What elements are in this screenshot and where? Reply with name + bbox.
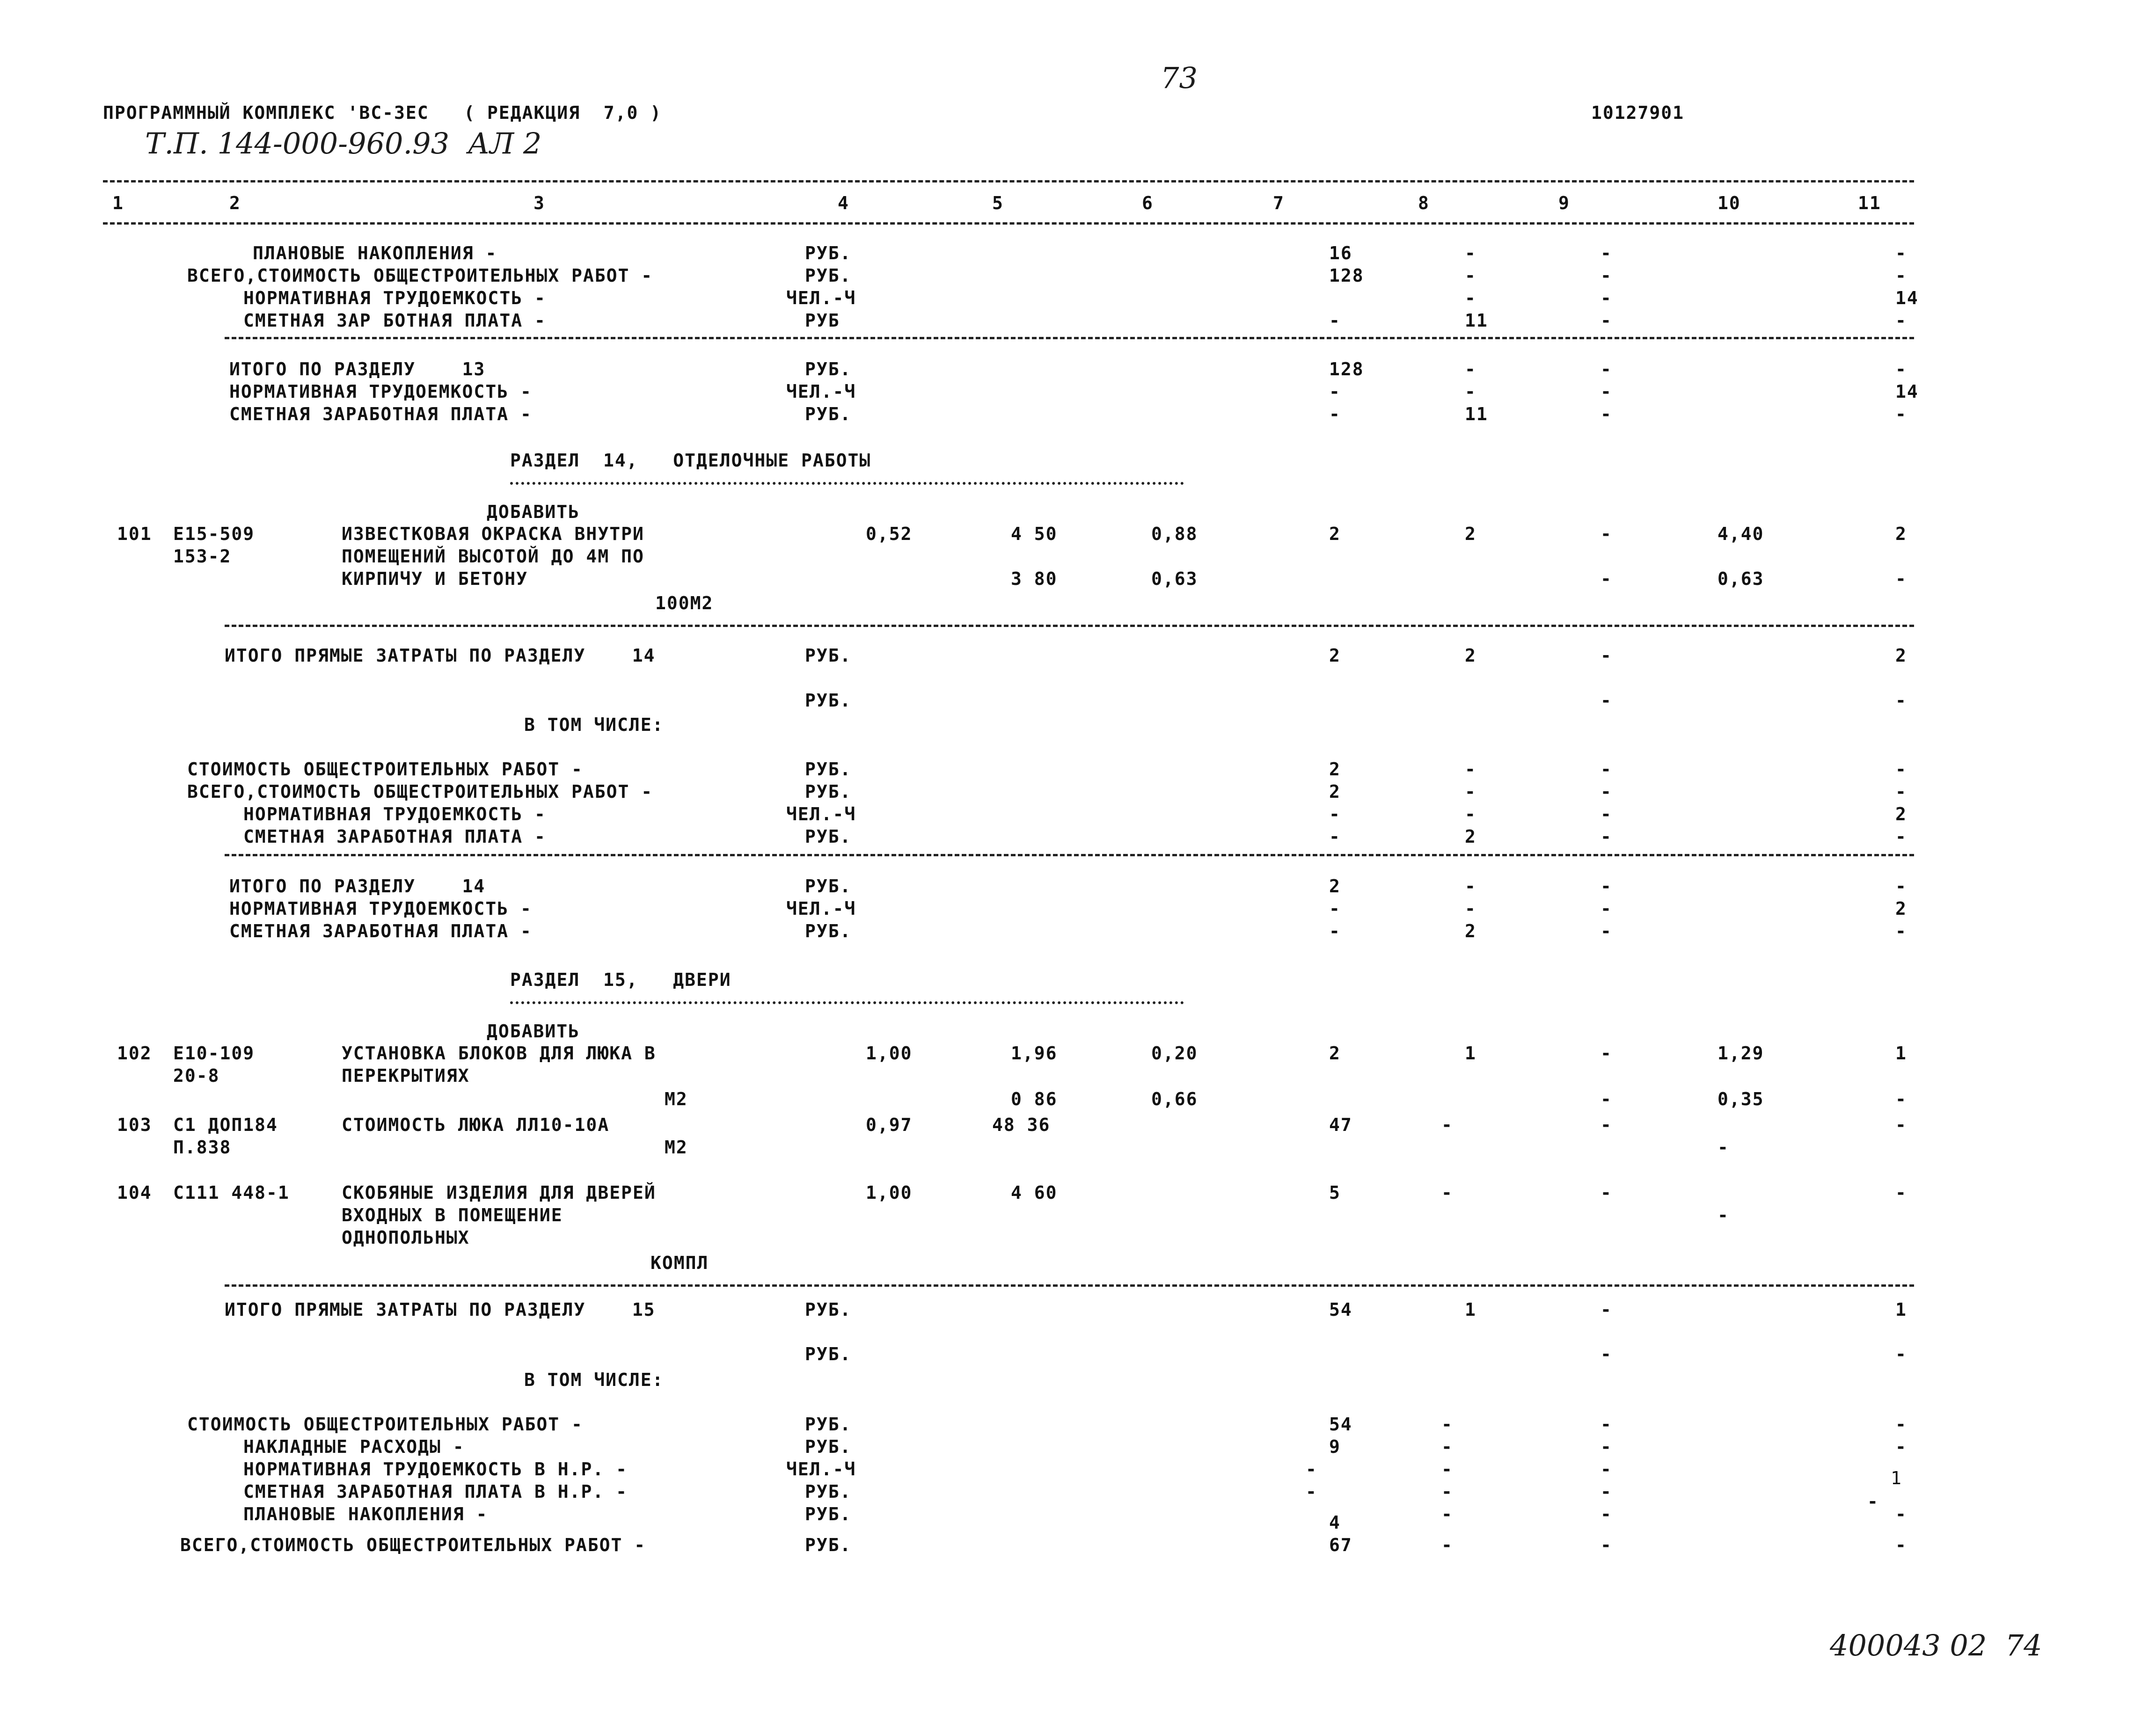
item-col10: - — [1717, 1205, 1729, 1225]
row-value-col9: - — [1601, 1481, 1612, 1502]
row-value-col9: - — [1601, 1344, 1612, 1364]
row-value-col11: - — [1895, 876, 1907, 897]
item-description: ВХОДНЫХ В ПОМЕЩЕНИЕ — [342, 1205, 563, 1225]
row-value-col11: - — [1895, 759, 1907, 780]
row-value-col9: - — [1601, 1459, 1612, 1480]
row-label: СТОИМОСТЬ ОБЩЕСТРОИТЕЛЬНЫХ РАБОТ - — [187, 759, 583, 780]
row-value-col8: - — [1465, 759, 1476, 780]
item-col10: 1,29 — [1717, 1043, 1764, 1064]
row-value-col9: - — [1601, 404, 1612, 424]
col-header-7: 7 — [1273, 193, 1285, 213]
item-col6-wage: 0,63 — [1151, 569, 1198, 589]
col-header-9: 9 — [1558, 193, 1570, 213]
row-value-col9: - — [1601, 288, 1612, 308]
wage-label: СМЕТНАЯ ЗАРАБОТНАЯ ПЛАТА - — [229, 404, 532, 424]
row-unit: РУБ. — [805, 781, 852, 802]
item-unit: 100М2 — [655, 593, 714, 613]
item-col11: - — [1895, 569, 1907, 589]
row-label: ВСЕГО,СТОИМОСТЬ ОБЩЕСТРОИТЕЛЬНЫХ РАБОТ - — [187, 265, 653, 286]
row-label: ВСЕГО,СТОИМОСТЬ ОБЩЕСТРОИТЕЛЬНЫХ РАБОТ - — [180, 1535, 646, 1555]
item-quantity: 1,00 — [866, 1043, 913, 1064]
row-value-col11: 1 — [1891, 1468, 1902, 1488]
row-value-col9: - — [1601, 876, 1612, 897]
item-description: СКОБЯНЫЕ ИЗДЕЛИЯ ДЛЯ ДВЕРЕЙ — [342, 1182, 656, 1203]
item-unit-price: 4 50 — [1011, 524, 1058, 544]
row-value-col7: - — [1329, 804, 1341, 824]
item-col11: - — [1895, 1115, 1907, 1135]
row-value-col7: 67 — [1329, 1535, 1352, 1555]
row-label: НОРМАТИВНАЯ ТРУДОЕМКОСТЬ В Н.Р. - — [243, 1459, 628, 1480]
row-value-col9: - — [1601, 1414, 1612, 1435]
wage-unit: РУБ. — [805, 921, 852, 941]
section-total-label: ИТОГО ПО РАЗДЕЛУ 14 — [229, 876, 486, 897]
item-number: 104 — [117, 1182, 152, 1203]
separator-line — [225, 854, 1914, 856]
row-value-col11: - — [1895, 1535, 1907, 1555]
direct-costs-value: 54 — [1329, 1299, 1352, 1320]
row-value-col9: - — [1601, 381, 1612, 402]
row-value-col8: - — [1465, 265, 1476, 286]
section-total-label: ИТОГО ПО РАЗДЕЛУ 13 — [229, 359, 486, 379]
row-value-col7: - — [1329, 310, 1341, 331]
row-label: ВСЕГО,СТОИМОСТЬ ОБЩЕСТРОИТЕЛЬНЫХ РАБОТ - — [187, 781, 653, 802]
row-value-col9: - — [1601, 804, 1612, 824]
program-header: ПРОГРАММНЫЙ КОМПЛЕКС 'ВС-ЗЕС ( РЕДАКЦИЯ 7,0 ) — [103, 102, 662, 123]
row-value-col11: - — [1895, 310, 1907, 331]
row-value-col11: - — [1895, 404, 1907, 424]
item-code-ref: 20-8 — [173, 1065, 220, 1086]
direct-costs-col8: 1 — [1465, 1299, 1476, 1320]
row-value-col11: - — [1895, 1436, 1907, 1457]
row-value-col8: - — [1441, 1504, 1453, 1524]
add-label: ДОБАВИТЬ — [487, 1021, 580, 1042]
row-value-col8: - — [1441, 1459, 1453, 1480]
section-total-value: 128 — [1329, 359, 1364, 379]
item-col10-wage: 0,63 — [1717, 569, 1764, 589]
row-value-col9: - — [1601, 1436, 1612, 1457]
section-total-value: 2 — [1329, 876, 1341, 897]
row-value-col11: 2 — [1895, 804, 1907, 824]
separator-line — [225, 625, 1914, 627]
row-value-col11: - — [1895, 359, 1907, 379]
col-header-11: 11 — [1858, 193, 1881, 213]
row-value-col11: - — [1895, 690, 1907, 711]
item-number: 103 — [117, 1115, 152, 1135]
item-code-ref: 153-2 — [173, 546, 232, 567]
item-number: 102 — [117, 1043, 152, 1064]
document-id: 10127901 — [1591, 102, 1685, 123]
separator-line — [225, 1284, 1914, 1287]
row-unit: РУБ. — [805, 243, 852, 263]
item-unit-price-wage: 3 80 — [1011, 569, 1058, 589]
item-unit-price-wage: 0 86 — [1011, 1089, 1058, 1109]
row-value-col7: 9 — [1329, 1436, 1341, 1457]
row-value-col7: 2 — [1329, 781, 1341, 802]
row-unit: РУБ. — [805, 1504, 852, 1524]
item-quantity: 1,00 — [866, 1182, 913, 1203]
item-description: ИЗВЕСТКОВАЯ ОКРАСКА ВНУТРИ — [342, 524, 644, 544]
row-label: ПЛАНОВЫЕ НАКОПЛЕНИЯ - — [253, 243, 497, 263]
row-value-col8: 2 — [1465, 826, 1476, 847]
row-label: НОРМАТИВНАЯ ТРУДОЕМКОСТЬ - — [243, 804, 546, 824]
row-unit: РУБ. — [805, 1436, 852, 1457]
row-value-col9: - — [1601, 826, 1612, 847]
row-unit: РУБ. — [805, 1481, 852, 1502]
col-header-1: 1 — [112, 193, 124, 213]
including-label: В ТОМ ЧИСЛЕ: — [524, 1370, 664, 1390]
item-description: КИРПИЧУ И БЕТОНУ — [342, 569, 528, 589]
add-label: ДОБАВИТЬ — [487, 502, 580, 522]
separator-line — [103, 180, 1914, 182]
item-code-ref: П.838 — [173, 1137, 232, 1158]
row-value-col8: - — [1441, 1481, 1453, 1502]
wage-unit: РУБ. — [805, 404, 852, 424]
row-value-col7: - — [1306, 1481, 1317, 1502]
direct-costs-col11: 2 — [1895, 645, 1907, 666]
row-value-col7: - — [1306, 1459, 1317, 1480]
row-value-col8: 11 — [1465, 310, 1488, 331]
row-unit: РУБ. — [805, 759, 852, 780]
row-value-col7: - — [1329, 826, 1341, 847]
row-unit: РУБ — [805, 310, 840, 331]
row-value-col9: - — [1601, 645, 1612, 666]
direct-costs-col9: - — [1601, 1299, 1612, 1320]
row-value-col8: - — [1465, 359, 1476, 379]
row-label: НОРМАТИВНАЯ ТРУДОЕМКОСТЬ - — [243, 288, 546, 308]
row-label: СМЕТНАЯ ЗАРАБОТНАЯ ПЛАТА - — [243, 826, 546, 847]
wage-label: СМЕТНАЯ ЗАРАБОТНАЯ ПЛАТА - — [229, 921, 532, 941]
item-code: С1 ДОП184 — [173, 1115, 278, 1135]
section-title: РАЗДЕЛ 15, ДВЕРИ — [510, 969, 731, 990]
item-col6: 0,88 — [1151, 524, 1198, 544]
item-quantity: 0,52 — [866, 524, 913, 544]
item-description: ПОМЕЩЕНИЙ ВЫСОТОЙ ДО 4М ПО — [342, 546, 644, 567]
item-description: УСТАНОВКА БЛОКОВ ДЛЯ ЛЮКА В — [342, 1043, 656, 1064]
row-value-col9: - — [1601, 1535, 1612, 1555]
row-value-col8: - — [1441, 1414, 1453, 1435]
item-quantity: 0,97 — [866, 1115, 913, 1135]
labor-unit: ЧЕЛ.-Ч — [786, 381, 856, 402]
item-code: Е15-509 — [173, 524, 255, 544]
row-value-col7: - — [1329, 921, 1341, 941]
labor-value: 2 — [1895, 898, 1907, 919]
row-value-col8: - — [1465, 381, 1476, 402]
item-unit: КОМПЛ — [650, 1253, 709, 1273]
row-value-col9: - — [1601, 921, 1612, 941]
item-description: ПЕРЕКРЫТИЯХ — [342, 1065, 470, 1086]
row-value-col9: - — [1601, 359, 1612, 379]
item-col9: - — [1601, 1043, 1612, 1064]
item-unit: М2 — [665, 1089, 688, 1109]
item-col11: 2 — [1895, 524, 1907, 544]
wage-value: 2 — [1465, 921, 1476, 941]
row-value-col7: 16 — [1329, 243, 1352, 263]
row-value-col7: - — [1329, 404, 1341, 424]
row-label: НАКЛАДНЫЕ РАСХОДЫ - — [243, 1436, 465, 1457]
row-value-col9: - — [1601, 310, 1612, 331]
item-total: 5 — [1329, 1182, 1341, 1203]
section-title-underline — [510, 482, 1184, 485]
item-col9: - — [1601, 1182, 1612, 1203]
labor-value: 14 — [1895, 381, 1919, 402]
item-total: 2 — [1329, 1043, 1341, 1064]
direct-costs-col11: 1 — [1895, 1299, 1907, 1320]
item-col10-wage: 0,35 — [1717, 1089, 1764, 1109]
row-value-col11: - — [1895, 921, 1907, 941]
item-col8: 2 — [1465, 524, 1476, 544]
col-header-8: 8 — [1418, 193, 1430, 213]
row-label: СМЕТНАЯ ЗАРАБОТНАЯ ПЛАТА В Н.Р. - — [243, 1481, 628, 1502]
row-value-col7: 128 — [1329, 265, 1364, 286]
item-unit-price: 4 60 — [1011, 1182, 1058, 1203]
row-value-col11: 14 — [1895, 288, 1919, 308]
item-unit-price: 1,96 — [1011, 1043, 1058, 1064]
row-unit: ЧЕЛ.-Ч — [786, 1459, 856, 1480]
including-label: В ТОМ ЧИСЛЕ: — [524, 714, 664, 735]
col-header-2: 2 — [229, 193, 241, 213]
item-total: 47 — [1329, 1115, 1352, 1135]
row-value-col11: - — [1895, 265, 1907, 286]
direct-costs-unit: РУБ. — [805, 645, 852, 666]
footer-code: 400043 02 74 — [1830, 1628, 2042, 1662]
row-value-col8: - — [1465, 243, 1476, 263]
row-value-col7: 4 — [1329, 1512, 1341, 1533]
item-col9: - — [1601, 569, 1612, 589]
row-value-col7: - — [1329, 898, 1341, 919]
row-value-col8: - — [1441, 1535, 1453, 1555]
row-value-col11: - — [1895, 781, 1907, 802]
item-col10: - — [1717, 1137, 1729, 1158]
col-header-10: 10 — [1717, 193, 1741, 213]
row-value-col8: - — [1441, 1436, 1453, 1457]
row-value-col8: - — [1465, 288, 1476, 308]
row-value-col11: - — [1895, 1414, 1907, 1435]
item-col9: - — [1601, 1115, 1612, 1135]
wage-value: 11 — [1465, 404, 1488, 424]
labor-label: НОРМАТИВНАЯ ТРУДОЕМКОСТЬ - — [229, 898, 532, 919]
row-value-col11: - — [1895, 1504, 1907, 1524]
section-total-unit: РУБ. — [805, 876, 852, 897]
item-col10: 4,40 — [1717, 524, 1764, 544]
item-col8: - — [1441, 1182, 1453, 1203]
row-value-col11: - — [1895, 243, 1907, 263]
col-header-6: 6 — [1142, 193, 1154, 213]
row-value-col9: - — [1601, 759, 1612, 780]
item-col8: - — [1441, 1115, 1453, 1135]
section-title-underline — [510, 1001, 1184, 1004]
row-label: СМЕТНАЯ ЗАР БОТНАЯ ПЛАТА - — [243, 310, 546, 331]
direct-costs-unit: РУБ. — [805, 690, 852, 711]
item-code: Е10-109 — [173, 1043, 255, 1064]
row-value-col9: - — [1601, 265, 1612, 286]
item-col6-wage: 0,66 — [1151, 1089, 1198, 1109]
row-unit: ЧЕЛ.-Ч — [786, 288, 856, 308]
separator-line — [225, 337, 1914, 339]
item-col9: - — [1601, 1089, 1612, 1109]
item-unit: М2 — [665, 1137, 688, 1158]
col-header-3: 3 — [534, 193, 545, 213]
direct-costs-col8: 2 — [1465, 645, 1476, 666]
row-value-col8: - — [1465, 804, 1476, 824]
row-value-col9: - — [1601, 690, 1612, 711]
item-col11: - — [1895, 1182, 1907, 1203]
separator-line — [103, 222, 1914, 225]
item-col6: 0,20 — [1151, 1043, 1198, 1064]
row-value-col11: - — [1895, 1344, 1907, 1364]
item-unit-price: 48 36 — [992, 1115, 1051, 1135]
section-title: РАЗДЕЛ 14, ОТДЕЛОЧНЫЕ РАБОТЫ — [510, 450, 871, 471]
row-value-col8: - — [1465, 781, 1476, 802]
row-unit: РУБ. — [805, 1535, 852, 1555]
item-code: С111 448-1 — [173, 1182, 290, 1203]
item-description: ОДНОПОЛЬНЫХ — [342, 1227, 470, 1248]
page-number: 73 — [1161, 61, 1198, 95]
section-total-unit: РУБ. — [805, 359, 852, 379]
item-description: СТОИМОСТЬ ЛЮКА ЛЛ10-10А — [342, 1115, 610, 1135]
row-value-col9: - — [1601, 243, 1612, 263]
row-value-col8: - — [1465, 876, 1476, 897]
direct-costs-label: ИТОГО ПРЯМЫЕ ЗАТРАТЫ ПО РАЗДЕЛУ 15 — [225, 1299, 656, 1320]
labor-label: НОРМАТИВНАЯ ТРУДОЕМКОСТЬ - — [229, 381, 532, 402]
row-unit: РУБ. — [805, 826, 852, 847]
direct-costs-unit: РУБ. — [805, 1299, 852, 1320]
labor-unit: ЧЕЛ.-Ч — [786, 898, 856, 919]
direct-costs-value: 2 — [1329, 645, 1341, 666]
row-value-col7: - — [1329, 381, 1341, 402]
item-total: 2 — [1329, 524, 1341, 544]
row-label: ПЛАНОВЫЕ НАКОПЛЕНИЯ - — [243, 1504, 488, 1524]
row-value-col8: - — [1465, 898, 1476, 919]
col-header-5: 5 — [992, 193, 1004, 213]
item-col11: 1 — [1895, 1043, 1907, 1064]
row-value-col11: - — [1895, 826, 1907, 847]
row-unit: РУБ. — [805, 1414, 852, 1435]
item-number: 101 — [117, 524, 152, 544]
row-value-col11: - — [1867, 1491, 1879, 1512]
row-value-col7: 2 — [1329, 759, 1341, 780]
row-value-col9: - — [1601, 898, 1612, 919]
item-col8: 1 — [1465, 1043, 1476, 1064]
col-header-4: 4 — [838, 193, 849, 213]
row-value-col9: - — [1601, 1504, 1612, 1524]
row-unit: РУБ. — [805, 265, 852, 286]
item-col9: - — [1601, 524, 1612, 544]
direct-costs-label: ИТОГО ПРЯМЫЕ ЗАТРАТЫ ПО РАЗДЕЛУ 14 — [225, 645, 656, 666]
row-value-col9: - — [1601, 781, 1612, 802]
project-code: Т.П. 144-000-960.93 АЛ 2 — [145, 126, 542, 160]
row-unit: ЧЕЛ.-Ч — [786, 804, 856, 824]
row-label: СТОИМОСТЬ ОБЩЕСТРОИТЕЛЬНЫХ РАБОТ - — [187, 1414, 583, 1435]
direct-costs-unit: РУБ. — [805, 1344, 852, 1364]
row-value-col7: 54 — [1329, 1414, 1352, 1435]
item-col11: - — [1895, 1089, 1907, 1109]
